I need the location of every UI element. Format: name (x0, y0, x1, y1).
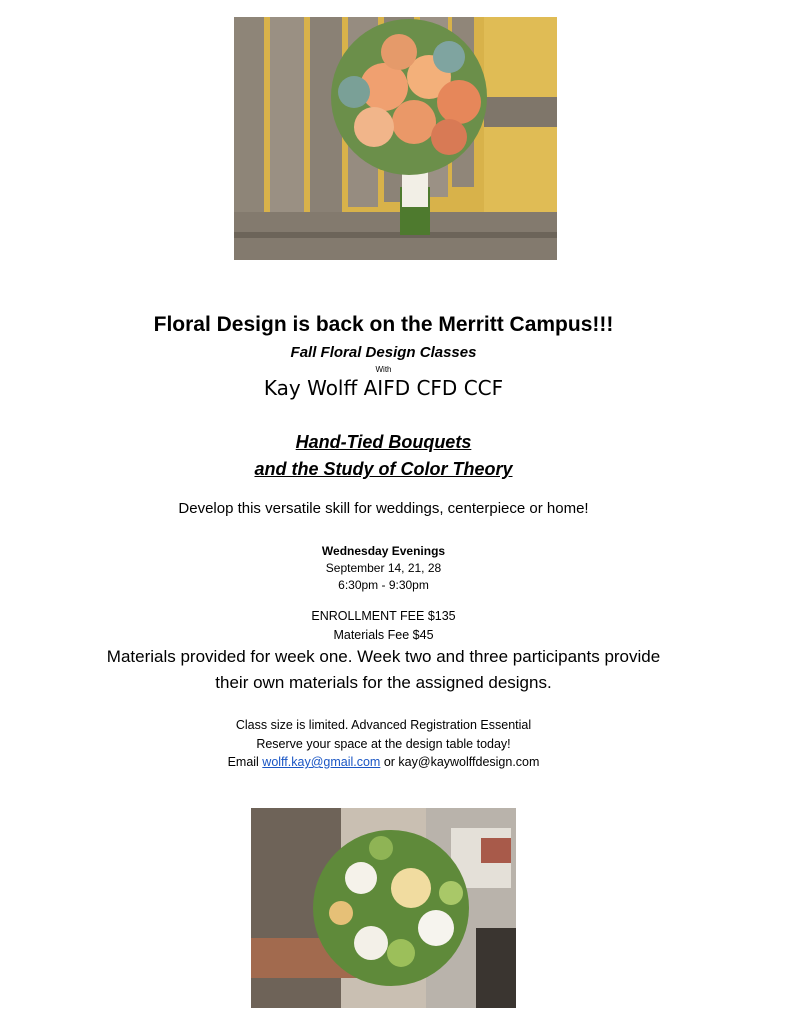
registration-line2: Reserve your space at the design table today! (256, 737, 511, 751)
headline: Floral Design is back on the Merritt Campus!!! (153, 313, 614, 336)
subtitle: Fall Floral Design Classes (290, 344, 477, 361)
class-title-line2: and the Study of Color Theory (254, 459, 513, 479)
bouquet-on-bench-photo (234, 17, 557, 260)
materials-note-line2: their own materials for the assigned designs. (215, 673, 552, 692)
registration-line1: Class size is limited. Advanced Registration Essential (235, 718, 532, 732)
class-title-line1: Hand-Tied Bouquets (295, 432, 472, 452)
email-prefix: Email (227, 755, 263, 769)
with-label: With (375, 365, 392, 374)
alt-email: kay@kaywolffdesign.com (398, 755, 540, 769)
enrollment-fee: ENROLLMENT FEE $135 (311, 609, 456, 623)
materials-fee: Materials Fee $45 (333, 628, 434, 642)
hand-tied-bouquet-photo (251, 808, 516, 1008)
schedule-time: 6:30pm - 9:30pm (338, 578, 429, 592)
instructor-name: Kay Wolff AIFD CFD CCF (263, 376, 504, 400)
materials-note-line1: Materials provided for week one. Week two and three participants provide (106, 647, 661, 666)
email-link[interactable]: wolff.kay@gmail.com (262, 755, 381, 769)
tagline: Develop this versatile skill for weddings, centerpiece or home! (178, 500, 589, 517)
email-separator: or (380, 755, 399, 769)
contact-email-line (0, 755, 767, 769)
schedule-dates: September 14, 21, 28 (325, 561, 442, 575)
schedule-day: Wednesday Evenings (321, 544, 446, 558)
